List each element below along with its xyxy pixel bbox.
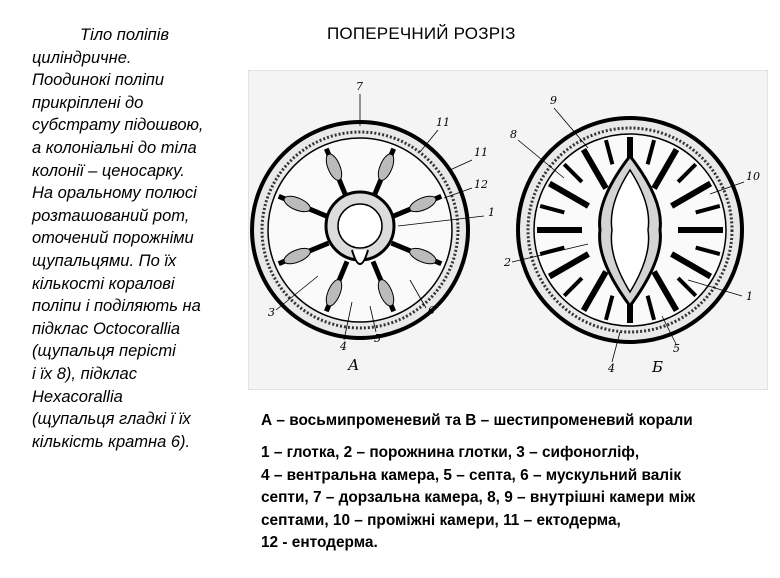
intro-line: прикріплені до: [32, 93, 144, 112]
intro-line: (щупальця перісті: [32, 342, 176, 361]
label-a-4: 4: [340, 340, 347, 353]
intro-line: кількості коралові: [32, 274, 175, 293]
intro-line: Тіло поліпів: [80, 26, 170, 44]
legend-line: септами, 10 – проміжні камери, 11 – ектодерма,: [261, 511, 621, 529]
intro-line: циліндричне.: [32, 48, 132, 67]
legend-line: 12 - ентодерма.: [261, 534, 378, 552]
intro-line: розташований рот,: [32, 206, 190, 225]
label-a-7: 7: [356, 80, 363, 93]
label-a-6: 6: [428, 304, 435, 317]
intro-line: На оральному полюсі: [32, 184, 197, 203]
intro-paragraph: [32, 24, 257, 453]
hexacoral-section: [518, 118, 742, 342]
label-a-3: 3: [268, 306, 275, 319]
legend-line: 1 – глотка, 2 – порожнина глотки, 3 – сифоногліф,: [261, 444, 640, 461]
intro-line: (щупальця гладкі ї їх: [32, 410, 191, 429]
figure-legend: [261, 442, 776, 555]
pharynx-cavity: [338, 204, 382, 248]
intro-line: поліпи і поділяють на: [32, 297, 201, 316]
intro-line: оточений порожніми: [32, 229, 194, 248]
intro-line: а колоніальні до тіла: [32, 138, 197, 157]
label-b-4: 4: [608, 362, 615, 375]
label-b-1: 1: [746, 290, 753, 303]
label-b-2: 2: [504, 256, 511, 269]
legend-line: септи, 7 – дорзальна камера, 8, 9 – внутрішні камери між: [261, 489, 696, 507]
intro-line: кількість кратна 6).: [32, 432, 191, 451]
label-a-11: 11: [436, 116, 450, 129]
intro-line: колонії – ценосарку.: [32, 161, 185, 180]
label-a-1: 1: [488, 206, 495, 219]
intro-line: і їх 8), підклас: [32, 364, 137, 383]
label-b-9: 9: [550, 94, 557, 107]
label-b-8: 8: [510, 128, 517, 141]
section-heading: ПОПЕРЕЧНИЙ РОЗРІЗ: [327, 24, 516, 43]
label-a-11b: 11: [474, 146, 488, 159]
intro-line: Hexacorallia: [32, 387, 123, 406]
panel-label-a: А: [348, 356, 360, 374]
intro-line: підклас Octocorallia: [32, 319, 181, 338]
intro-line: субстрату підошвою,: [32, 116, 204, 135]
figure-caption: А – восьмипроменевий та В – шестипроменевий корали: [261, 412, 693, 429]
label-a-12: 12: [474, 178, 488, 191]
intro-line: Поодинокі поліпи: [32, 71, 165, 90]
legend-line: 4 – вентральна камера, 5 – септа, 6 – мускульний валік: [261, 466, 682, 484]
panel-label-b: Б: [652, 358, 664, 376]
intro-line: щупальцями. По їх: [32, 251, 177, 270]
label-a-5: 5: [374, 332, 381, 345]
label-b-10: 10: [746, 170, 760, 183]
label-b-5: 5: [673, 342, 680, 355]
octocoral-section: [252, 122, 468, 338]
cross-section-illustration: [248, 70, 768, 390]
cross-section-figure: [248, 70, 768, 390]
